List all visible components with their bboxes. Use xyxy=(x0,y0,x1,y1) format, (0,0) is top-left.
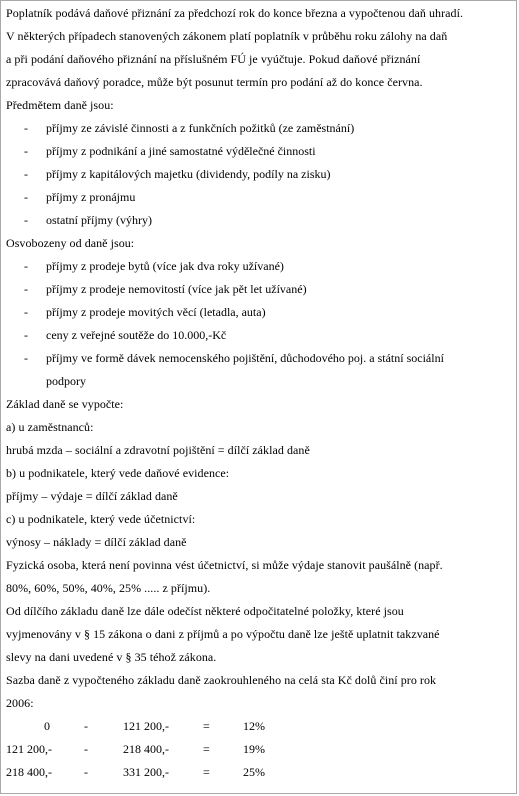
text-line: 80%, 60%, 50%, 40%, 25% ..... z příjmu). xyxy=(6,581,211,595)
cell-equals: = xyxy=(203,742,210,756)
text-line: Fyzická osoba, která není povinna vést účetnictví, si může výdaje stanovit paušálně (např. xyxy=(6,558,443,572)
text-line: a při podání daňového přiznání na příslušném FÚ je vyúčtuje. Pokud daňové přiznání xyxy=(6,52,421,66)
cell-to: 331 200,- xyxy=(123,765,169,779)
text-line: slevy na dani uvedené v § 35 téhož zákona. xyxy=(6,650,217,664)
cell-rate: 12% xyxy=(243,719,265,733)
case-c-formula: výnosy – náklady = dílčí základ daně xyxy=(6,535,187,549)
list-item-text: příjmy z prodeje nemovitostí (více jak pět let užívané) xyxy=(46,282,307,296)
text-line: Sazba daně z vypočteného základu daně zaokrouhleného na celá sta Kč dolů činí pro rok xyxy=(6,673,437,687)
bullet-dash: - xyxy=(24,282,28,296)
bullet-dash: - xyxy=(24,144,28,158)
exempt-heading: Osvobozeny od daně jsou: xyxy=(6,236,135,250)
list-item-text: příjmy z prodeje bytů (více jak dva roky užívané) xyxy=(46,259,284,273)
cell-equals: = xyxy=(203,765,210,779)
lump-sum-paragraph xyxy=(6,554,511,600)
list-item-text: ceny z veřejné soutěže do 10.000,-Kč xyxy=(46,328,227,342)
rate-paragraph xyxy=(6,669,511,715)
cell-from: 121 200,- xyxy=(6,742,52,756)
case-a-label: a) u zaměstnanců: xyxy=(6,420,94,434)
list-item-line: příjmy ve formě dávek nemocenského pojištění, důchodového poj. a státní sociální xyxy=(46,351,444,365)
cell-from: 0 xyxy=(44,719,50,733)
cell-equals: = xyxy=(203,719,210,733)
cell-to: 121 200,- xyxy=(123,719,169,733)
tax-base-heading: Základ daně se vypočte: xyxy=(6,397,124,411)
cell-dash: - xyxy=(84,765,88,779)
subject-heading: Předmětem daně jsou: xyxy=(6,98,114,112)
list-item xyxy=(6,278,511,301)
list-item xyxy=(6,301,511,324)
exempt-list xyxy=(6,255,511,393)
case-a-formula: hrubá mzda – sociální a zdravotní pojištění = dílčí základ daně xyxy=(6,443,310,457)
list-item-text: příjmy z kapitálových majetku (dividendy, podíly na zisku) xyxy=(46,167,331,181)
bullet-dash: - xyxy=(24,213,28,227)
cell-dash: - xyxy=(84,742,88,756)
list-item-text: příjmy z pronájmu xyxy=(46,190,136,204)
text-line: Od dílčího základu daně lze dále odečíst některé odpočitatelné položky, které jsou xyxy=(6,604,404,618)
cell-dash: - xyxy=(84,719,88,733)
list-item-text: příjmy z prodeje movitých věcí (letadla, auta) xyxy=(46,305,266,319)
list-item-text xyxy=(46,347,511,393)
table-row xyxy=(6,738,511,761)
list-item xyxy=(6,140,511,163)
list-item xyxy=(6,347,511,393)
deductions-paragraph xyxy=(6,600,511,669)
list-item xyxy=(6,163,511,186)
bullet-dash: - xyxy=(24,190,28,204)
list-item xyxy=(6,117,511,140)
bullet-dash: - xyxy=(24,259,28,273)
list-item xyxy=(6,255,511,278)
cell-to: 218 400,- xyxy=(123,742,169,756)
text-line: zpracovává daňový poradce, může být posunut termín pro podání až do konce června. xyxy=(6,75,423,89)
intro-paragraph xyxy=(6,2,511,94)
table-row xyxy=(6,761,511,784)
list-item-text: příjmy ze závislé činnosti a z funkčních požitků (ze zaměstnání) xyxy=(46,121,355,135)
bullet-dash: - xyxy=(24,351,28,365)
case-b-label: b) u podnikatele, který vede daňové evidence: xyxy=(6,466,230,480)
list-item-text: ostatní příjmy (výhry) xyxy=(46,213,152,227)
cell-rate: 25% xyxy=(243,765,265,779)
text-line: Poplatník podává daňové přiznání za předchozí rok do konce března a vypočtenou daň uhradí. xyxy=(6,6,464,20)
list-item xyxy=(6,186,511,209)
case-c-label: c) u podnikatele, který vede účetnictví: xyxy=(6,512,196,526)
case-b-formula: příjmy – výdaje = dílčí základ daně xyxy=(6,489,178,503)
bullet-dash: - xyxy=(24,121,28,135)
list-item xyxy=(6,324,511,347)
text-line: V některých případech stanovených zákonem platí poplatník v průběhu roku zálohy na daň xyxy=(6,29,448,43)
tax-base-section xyxy=(6,393,511,554)
cell-rate: 19% xyxy=(243,742,265,756)
list-item-line: podpory xyxy=(46,374,86,388)
bullet-dash: - xyxy=(24,305,28,319)
list-item-text: příjmy z podnikání a jiné samostatné výdělečné činnosti xyxy=(46,144,316,158)
cell-from: 218 400,- xyxy=(6,765,52,779)
bullet-dash: - xyxy=(24,328,28,342)
subject-list xyxy=(6,117,511,232)
text-line: vyjmenovány v § 15 zákona o dani z příjmů a po výpočtu daně lze ještě uplatnit takzvané xyxy=(6,627,440,641)
bullet-dash: - xyxy=(24,167,28,181)
table-row xyxy=(6,715,511,738)
rate-table xyxy=(6,715,511,784)
list-item xyxy=(6,209,511,232)
text-line: 2006: xyxy=(6,696,34,710)
